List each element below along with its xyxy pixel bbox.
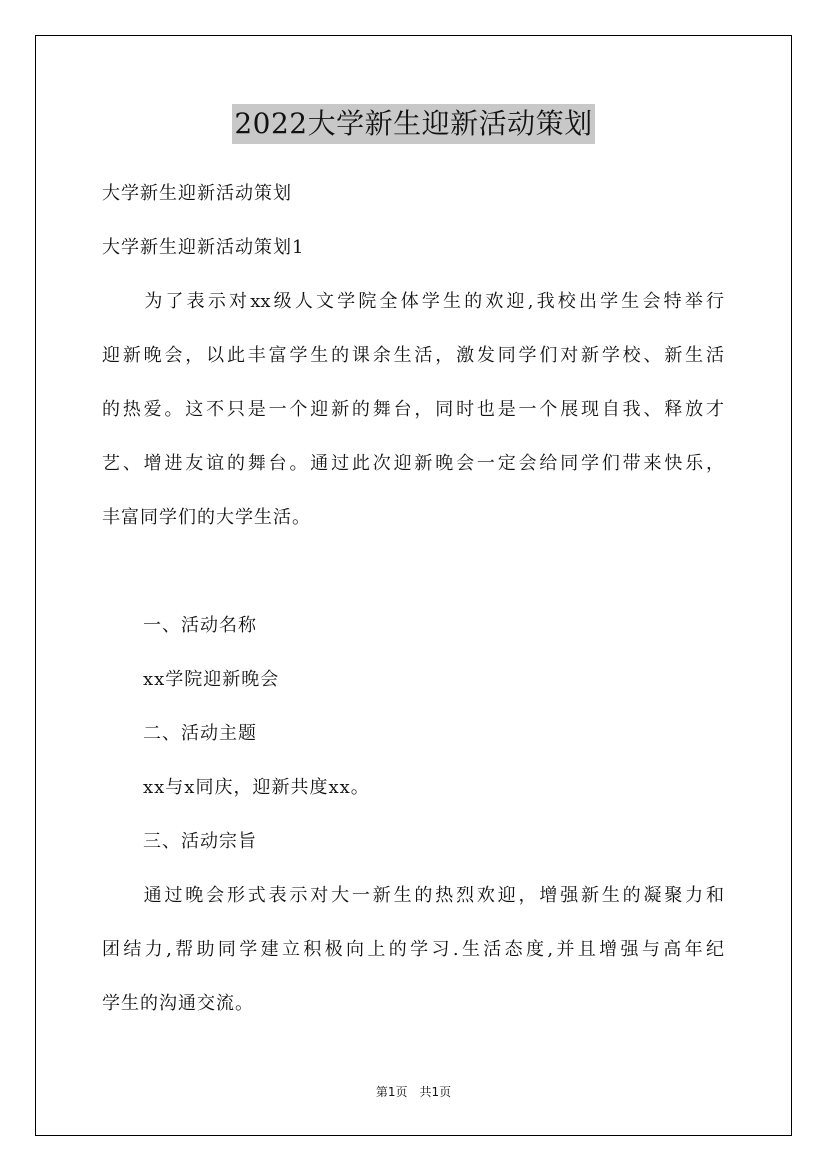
title-wrap xyxy=(0,104,827,144)
document-title: 2022大学新生迎新活动策划 xyxy=(232,104,594,144)
section3-title: 三、活动宗旨 xyxy=(143,831,257,852)
section1-text: xx学院迎新晚会 xyxy=(143,669,280,690)
section1-title: 一、活动名称 xyxy=(143,615,257,636)
intro-line: 的热爱。这不只是一个迎新的舞台，同时也是一个展现自我、释放才 xyxy=(102,399,724,420)
section2-title: 二、活动主题 xyxy=(143,723,257,744)
purpose-line: 学生的沟通交流。 xyxy=(102,993,254,1014)
purpose-line: 团结力,帮助同学建立积极向上的学习.生活态度,并且增强与高年纪 xyxy=(102,939,724,960)
page-footer: 第1页 共1页 xyxy=(375,1085,452,1099)
document-heading: 大学新生迎新活动策划 xyxy=(102,183,292,204)
intro-line: 迎新晚会，以此丰富学生的课余生活，激发同学们对新学校、新生活 xyxy=(102,345,724,366)
document-subheading: 大学新生迎新活动策划1 xyxy=(102,237,305,258)
purpose-line: 通过晚会形式表示对大一新生的热烈欢迎，增强新生的凝聚力和 xyxy=(102,885,724,906)
intro-line: 为了表示对xx级人文学院全体学生的欢迎,我校出学生会特举行 xyxy=(102,291,724,312)
intro-line: 丰富同学们的大学生活。 xyxy=(102,507,311,528)
intro-line: 艺、增进友谊的舞台。通过此次迎新晚会一定会给同学们带来快乐， xyxy=(102,453,724,474)
section2-text: xx与x同庆，迎新共度xx。 xyxy=(143,777,370,798)
